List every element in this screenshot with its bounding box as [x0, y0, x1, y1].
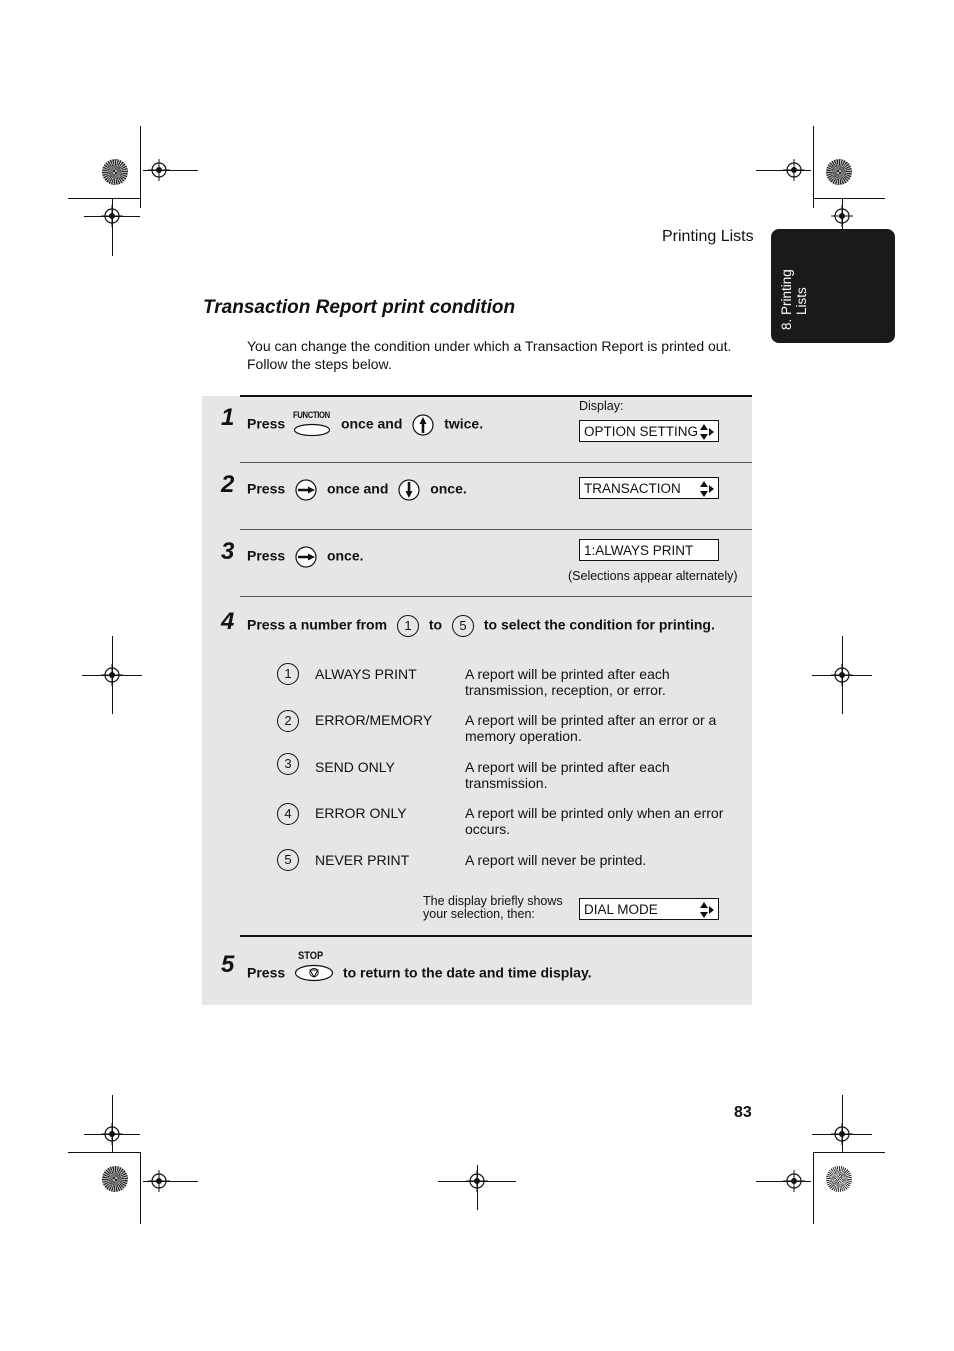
step-divider: [240, 462, 752, 463]
step-text: twice.: [444, 415, 484, 432]
function-key-label: FUNCTION: [293, 410, 330, 420]
step-text: Press: [247, 480, 286, 497]
desc-line: A report will be printed only when an error: [465, 805, 724, 821]
lcd-updown-arrows-icon: [699, 423, 715, 441]
step-1-instruction: [247, 412, 483, 438]
desc-line: A report will be printed after each: [465, 666, 670, 682]
registration-mark-icon: [148, 159, 170, 181]
desc-line: occurs.: [465, 821, 511, 837]
lcd-display: [579, 420, 719, 442]
registration-mark-icon: [831, 1123, 853, 1145]
option-name: NEVER PRINT: [315, 852, 410, 868]
registration-mark-icon: [831, 205, 853, 227]
note-line: your selection, then:: [423, 907, 535, 921]
lcd-display: [579, 477, 719, 499]
running-header: Printing Lists: [662, 228, 754, 245]
registration-mark-icon: [101, 1123, 123, 1145]
lcd-text: OPTION SETTING: [584, 424, 699, 439]
down-arrow-key-icon: [398, 479, 420, 501]
desc-line: A report will be printed after an error or a: [465, 712, 717, 728]
function-key-icon: [293, 412, 333, 438]
registration-mark-icon: [831, 664, 853, 686]
crop-line: [140, 1152, 141, 1224]
step-2-instruction: [247, 479, 467, 501]
lcd-updown-arrows-icon: [699, 901, 715, 919]
selection-note: (Selections appear alternately): [568, 569, 738, 583]
step-text: Press: [247, 415, 286, 432]
right-arrow-key-icon: [295, 479, 317, 501]
step-text: once.: [430, 480, 467, 497]
option-number-icon: 2: [277, 710, 299, 732]
stop-key-icon: [293, 950, 335, 989]
step-divider: [240, 395, 752, 397]
registration-burst-icon: [102, 1166, 128, 1192]
option-description: [465, 666, 745, 698]
step-text: Press: [247, 964, 286, 981]
registration-burst-icon: [826, 159, 852, 185]
number-key-5-icon: 5: [452, 615, 474, 637]
intro-paragraph: [247, 337, 731, 373]
crop-line: [68, 1152, 140, 1153]
registration-mark-icon: [783, 159, 805, 181]
step-divider: [240, 529, 752, 530]
step-text: once and: [326, 480, 389, 497]
step-number: 2: [221, 471, 235, 498]
step-number: 4: [221, 608, 235, 635]
lcd-text: TRANSACTION: [584, 481, 681, 496]
step-3-instruction: [247, 546, 364, 568]
option-description: [465, 852, 745, 868]
step-text: Press: [247, 547, 286, 564]
crop-line: [813, 1152, 814, 1224]
stop-key-label: STOP: [298, 950, 324, 962]
step-5-instruction: [247, 950, 592, 989]
step-divider: [240, 935, 752, 937]
option-name: SEND ONLY: [315, 759, 395, 775]
step-4-instruction: [247, 615, 715, 637]
option-description: [465, 759, 745, 791]
registration-mark-icon: [101, 664, 123, 686]
registration-mark-icon: [101, 205, 123, 227]
crop-line: [68, 198, 140, 199]
right-arrow-key-icon: [295, 546, 317, 568]
lcd-display: [579, 539, 719, 561]
lcd-display: [579, 898, 719, 920]
section-title: Transaction Report print condition: [203, 297, 516, 318]
step-number: 3: [221, 538, 235, 565]
step-number: 1: [221, 404, 235, 431]
registration-mark-icon: [148, 1170, 170, 1192]
up-arrow-key-icon: [412, 414, 434, 436]
registration-mark-icon: [783, 1170, 805, 1192]
lcd-text: 1:ALWAYS PRINT: [584, 543, 694, 558]
crop-line: [813, 126, 814, 208]
desc-line: transmission, reception, or error.: [465, 682, 666, 698]
desc-line: A report will never be printed.: [465, 852, 647, 868]
lcd-updown-arrows-icon: [699, 480, 715, 498]
step-text: to select the condition for printing.: [483, 616, 715, 633]
registration-mark-icon: [466, 1170, 488, 1192]
option-number-icon: 5: [277, 849, 299, 871]
step-number: 5: [221, 951, 235, 978]
page-number: 83: [734, 1104, 752, 1121]
step-text: once and: [340, 415, 403, 432]
option-name: ERROR ONLY: [315, 805, 407, 821]
option-number-icon: 1: [277, 663, 299, 685]
crop-line: [813, 1152, 885, 1153]
intro-line: Follow the steps below.: [247, 356, 392, 372]
desc-line: memory operation.: [465, 728, 582, 744]
option-description: [465, 712, 745, 744]
step-text: to: [428, 616, 443, 633]
note-line: The display briefly shows: [423, 894, 563, 908]
registration-burst-icon: [826, 1166, 852, 1192]
final-display-note: [423, 895, 563, 921]
desc-line: transmission.: [465, 775, 548, 791]
number-key-1-icon: 1: [397, 615, 419, 637]
step-text: to return to the date and time display.: [342, 964, 592, 981]
display-label: Display:: [579, 399, 624, 413]
option-number-icon: 3: [277, 753, 299, 775]
lcd-text: DIAL MODE: [584, 902, 658, 917]
chapter-tab-label: 8. Printing Lists: [779, 269, 809, 330]
option-name: ERROR/MEMORY: [315, 712, 433, 728]
registration-burst-icon: [102, 159, 128, 185]
crop-line: [813, 198, 885, 199]
step-divider: [240, 596, 752, 597]
desc-line: A report will be printed after each: [465, 759, 670, 775]
step-text: once.: [326, 547, 364, 564]
option-number-icon: 4: [277, 803, 299, 825]
option-description: [465, 805, 745, 837]
crop-line: [140, 126, 141, 208]
option-name: ALWAYS PRINT: [315, 666, 417, 682]
step-text: Press a number from: [247, 616, 388, 633]
intro-line: You can change the condition under which a Transaction Report is printed out.: [247, 338, 732, 354]
